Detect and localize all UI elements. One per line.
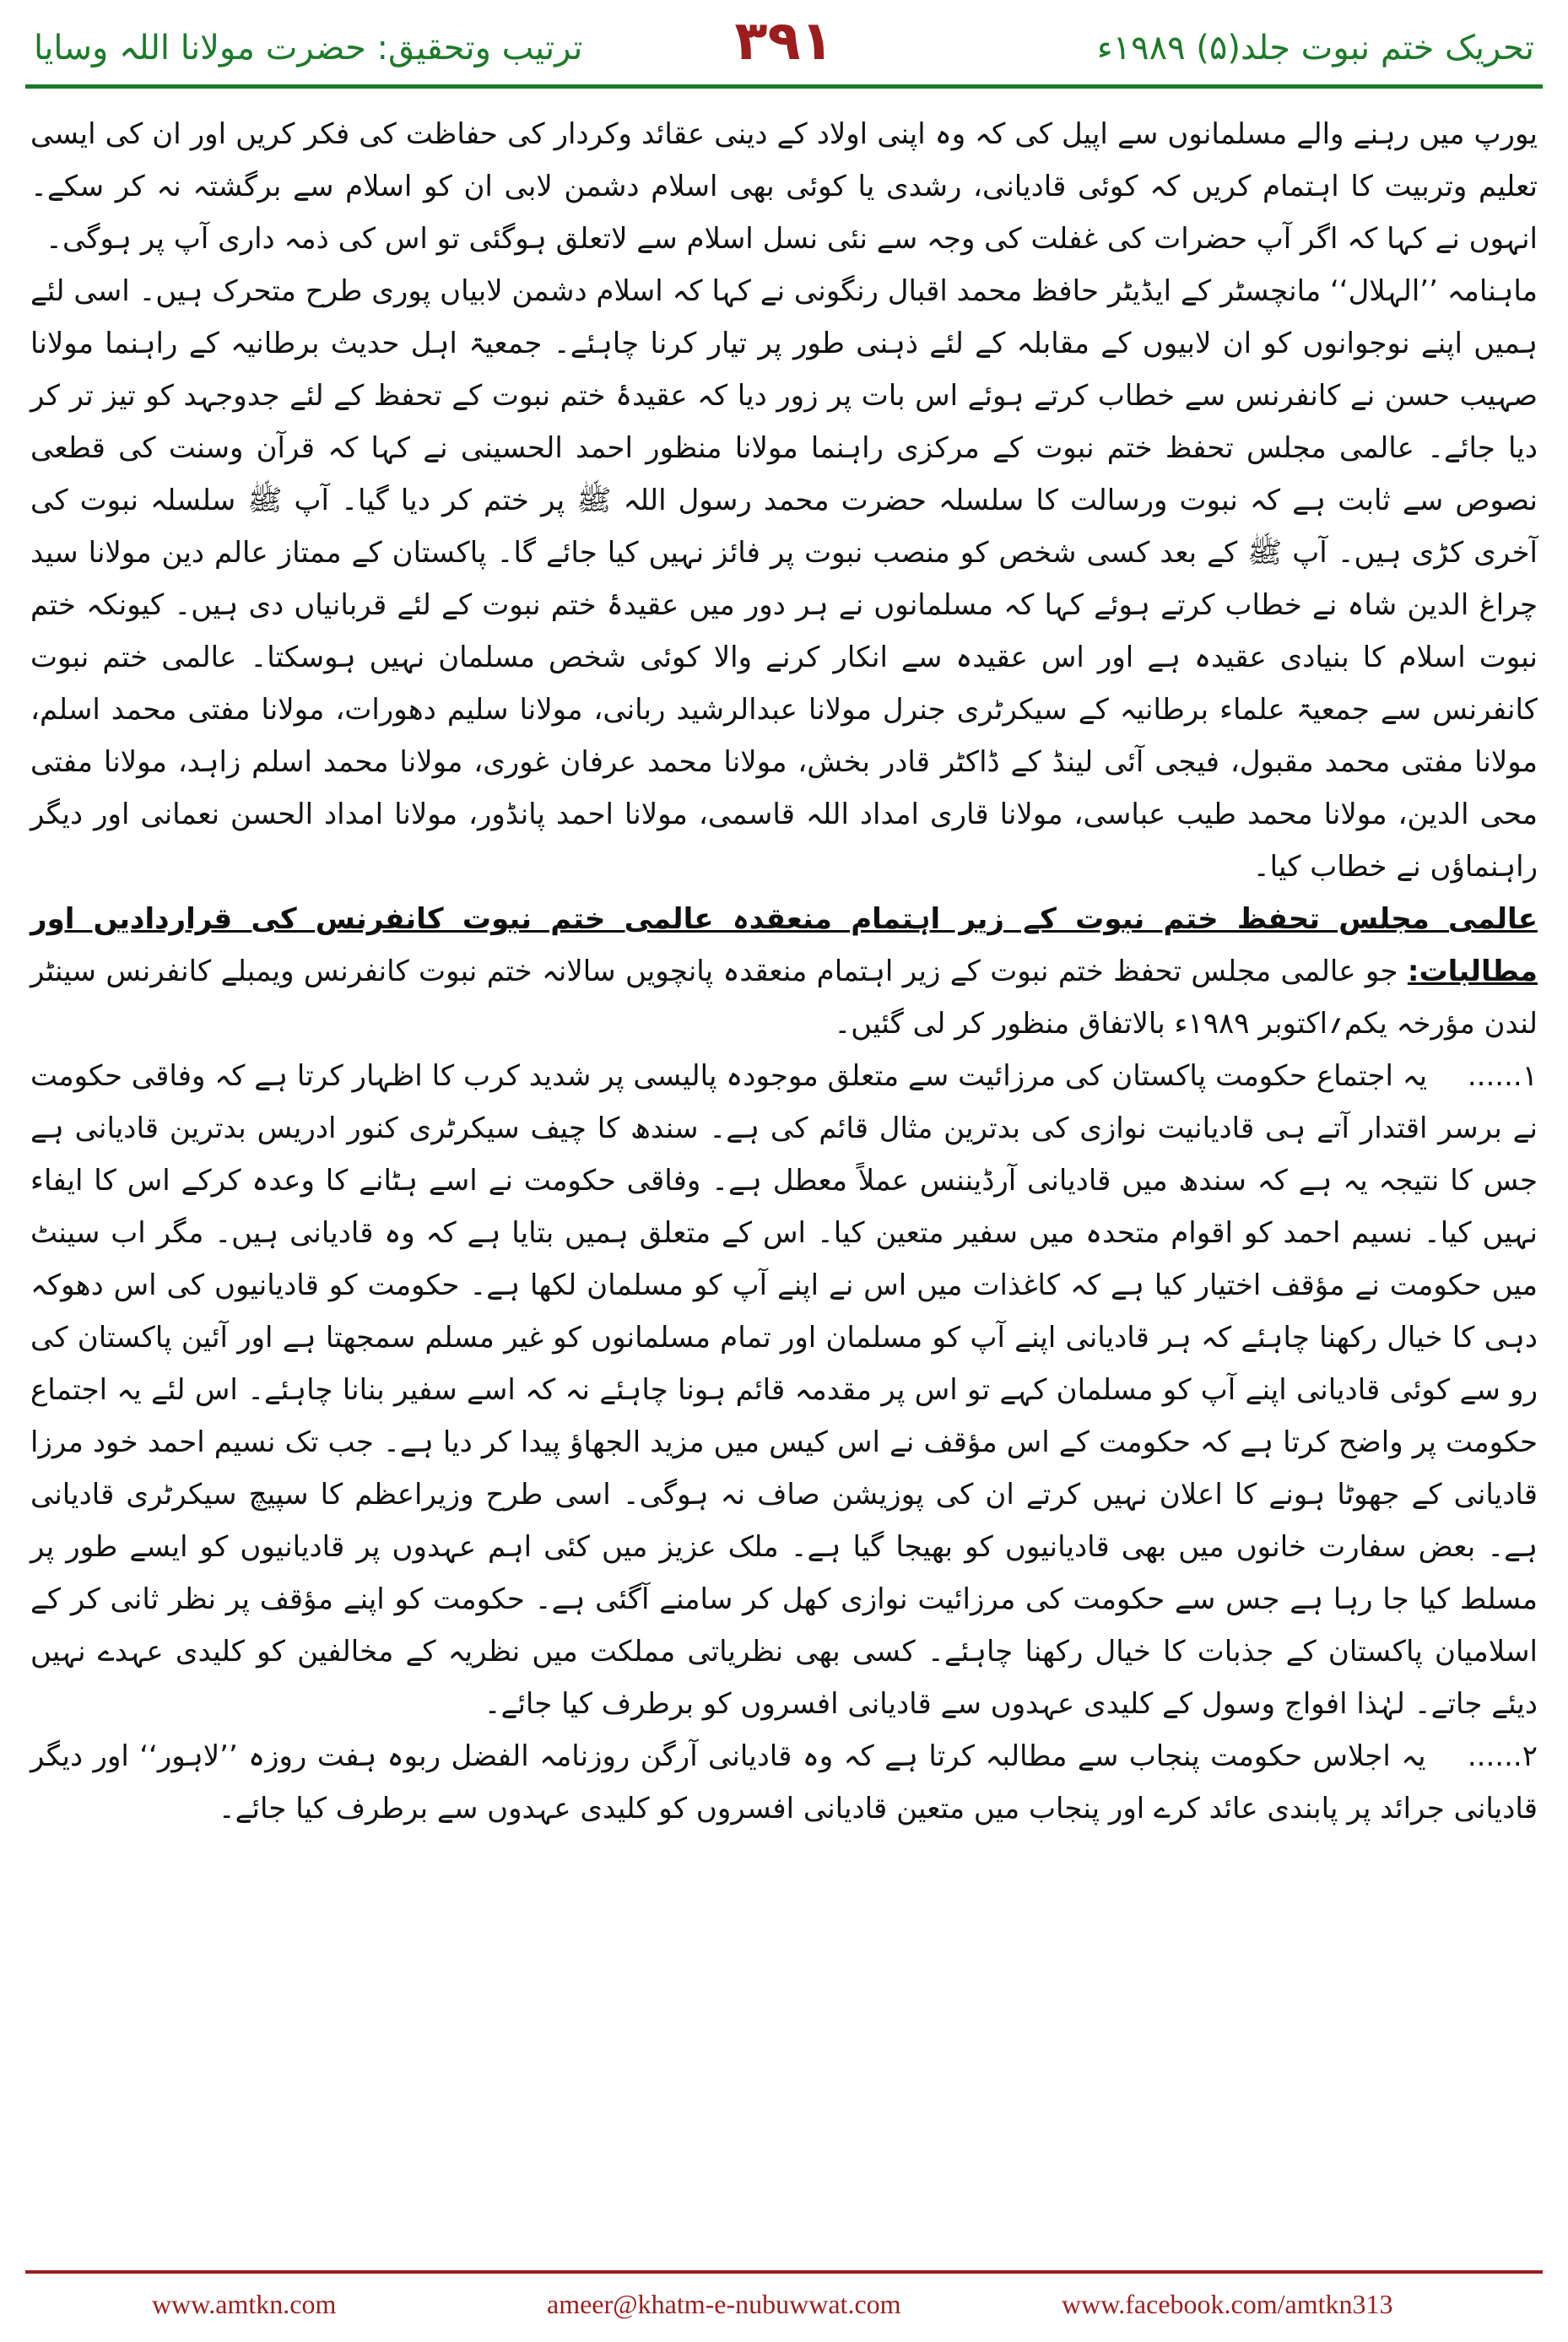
email-link[interactable]: ameer@khatm-e-nubuwwat.com — [547, 2289, 901, 2319]
facebook-link[interactable]: www.facebook.com/amtkn313 — [1062, 2289, 1393, 2319]
resolution-item — [30, 1730, 1538, 1835]
compiler-credit: ترتیب وتحقیق: حضرت مولانا اللہ وسایا — [34, 29, 583, 68]
book-title: تحریک ختم نبوت جلد(۵) ۱۹۸۹ء — [1096, 29, 1534, 68]
footer-divider — [25, 2270, 1543, 2274]
resolution-number: ۱...... — [1467, 1059, 1538, 1093]
resolution-text: یہ اجتماع حکومت پاکستان کی مرزائیت سے متعلق موجودہ پالیسی پر شدید کرب کا اظہار کرتا ہے کہ وفاقی حکومت نے برسر اقتدار آتے ہی قادیانیت نوازی کی بدترین مثال قائم کی ہے۔ سندھ کا چیف سیکرٹری کنور ادریس بدترین قادیانی ہے جس کا نتیجہ یہ ہے کہ سندھ میں قادیانی آرڈیننس عملاً معطل ہے۔ وفاقی حکومت نے اسے ہٹانے کا وعدہ کرکے اس کا ایفاء نہیں کیا۔ نسیم احمد کو اقوام متحدہ میں سفیر متعین کیا۔ اس کے متعلق ہمیں بتایا ہے کہ وہ قادیانی ہیں۔ مگر اب سینٹ میں حکومت نے مؤقف اختیار کیا ہے کہ کاغذات میں اس نے اپنے آپ کو مسلمان لکھا ہے۔ حکومت کو قادیانیوں کی اس دھوکہ دہی کا خیال رکھنا چاہئے کہ ہر قادیانی اپنے آپ کو مسلمان اور تمام مسلمانوں کو غیر مسلم سمجھتا ہے اور آئین پاکستان کی رو سے کوئی قادیانی اپنے آپ کو مسلمان کہے تو اس پر مقدمہ قائم ہونا چاہئے نہ کہ اسے سفیر بنانا چاہئے۔ اس لئے یہ اجتماع حکومت پر واضح کرتا ہے کہ حکومت کے اس مؤقف نے اس کیس میں مزید الجھاؤ پیدا کر دیا ہے۔ جب تک نسیم احمد خود مرزا قادیانی کے جھوٹا ہونے کا اعلان نہیں کرتے ان کی پوزیشن صاف نہ ہوگی۔ اسی طرح وزیراعظم کا سپیچ سیکرٹری قادیانی ہے۔ بعض سفارت خانوں میں بھی قادیانیوں کو بھیجا گیا ہے۔ ملک عزیز میں کئی اہم عہدوں پر قادیانیوں کو ایسے طور پر مسلط کیا جا رہا ہے جس سے حکومت کی مرزائیت نوازی کھل کر سامنے آگئی ہے۔ حکومت کو اپنے مؤقف پر نظر ثانی کر کے اسلامیان پاکستان کے جذبات کا خیال رکھنا چاہئے۔ کسی بھی نظریاتی مملکت میں نظریہ کے مخالفین کو کلیدی عہدے نہیں دیئے جاتے۔ لہٰذا افواج وسول کے کلیدی عہدوں سے قادیانی افسروں کو برطرف کیا جائے۔ — [30, 1059, 1538, 1721]
page-footer — [0, 2270, 1568, 2342]
resolutions-section — [30, 893, 1538, 1050]
resolution-item — [30, 1050, 1538, 1730]
header-divider — [25, 84, 1543, 89]
resolution-text: یہ اجلاس حکومت پنجاب سے مطالبہ کرتا ہے کہ وہ قادیانی آرگن روزنامہ الفضل ربوہ ہفت روزہ ’’لاہور‘‘ اور دیگر قادیانی جرائد پر پابندی عائد کرے اور پنجاب میں متعین قادیانی افسروں کو کلیدی عہدوں سے برطرف کیا جائے۔ — [30, 1739, 1538, 1825]
page-number: ۳۹۱ — [734, 10, 834, 73]
paragraph-speakers: ماہنامہ ’’الہلال‘‘ مانچسٹر کے ایڈیٹر حافظ محمد اقبال رنگونی نے کہا کہ اسلام دشمن لابیاں پوری طرح متحرک ہیں۔ اسی لئے ہمیں اپنے نوجوانوں کو ان لابیوں کے مقابلہ کے لئے ذہنی طور پر تیار کرنا چاہئے۔ جمعیۃ اہل حدیث برطانیہ کے راہنما مولانا صہیب حسن نے کانفرنس سے خطاب کرتے ہوئے اس بات پر زور دیا کہ عقیدۂ ختم نبوت کے تحفظ کے لئے جدوجہد کو تیز تر کر دیا جائے۔ عالمی مجلس تحفظ ختم نبوت کے مرکزی راہنما مولانا منظور احمد الحسینی نے کہا کہ قرآن وسنت کی قطعی نصوص سے ثابت ہے کہ نبوت ورسالت کا سلسلہ حضرت محمد رسول اللہ ﷺ پر ختم کر دیا گیا۔ آپ ﷺ سلسلہ نبوت کی آخری کڑی ہیں۔ آپ ﷺ کے بعد کسی شخص کو منصب نبوت پر فائز نہیں کیا جائے گا۔ پاکستان کے ممتاز عالم دین مولانا سید چراغ الدین شاہ نے خطاب کرتے ہوئے کہا کہ مسلمانوں نے ہر دور میں عقیدۂ ختم نبوت کے لئے قربانیاں دی ہیں۔ کیونکہ ختم نبوت اسلام کا بنیادی عقیدہ ہے اور اس عقیدہ سے انکار کرنے والا کوئی شخص مسلمان نہیں ہوسکتا۔ عالمی ختم نبوت کانفرنس سے جمعیۃ علماء برطانیہ کے سیکرٹری جنرل مولانا عبدالرشید ربانی، مولانا سلیم دھورات، مولانا مفتی محمد اسلم، مولانا مفتی محمد مقبول، فیجی آئی لینڈ کے ڈاکٹر قادر بخش، مولانا محمد عرفان غوری، مولانا محمد اسلم زاہد، مولانا مفتی محی الدین، مولانا محمد طیب عباسی، مولانا قاری امداد اللہ قاسمی، مولانا احمد پانڈور، مولانا امداد الحسن نعمانی اور دیگر راہنماؤں نے خطاب کیا۔ — [30, 274, 1538, 884]
page-body — [30, 108, 1538, 2235]
paragraph-europe-appeal: یورپ میں رہنے والے مسلمانوں سے اپیل کی کہ وہ اپنی اولاد کے دینی عقائد وکردار کی حفاظت کی فکر کریں اور ان کی ایسی تعلیم وتربیت کا اہتمام کریں کہ کوئی قادیانی، رشدی یا کوئی بھی اسلام دشمن لابی ان کو اسلام سے برگشتہ نہ کر سکے۔ انہوں نے کہا کہ اگر آپ حضرات کی غفلت کی وجہ سے نئی نسل اسلام سے لاتعلق ہوگئی تو اس کی ذمہ داری آپ پر ہوگی۔ — [30, 117, 1538, 256]
website-link[interactable]: www.amtkn.com — [152, 2289, 337, 2319]
resolutions-heading: عالمی مجلس تحفظ ختم نبوت کے زیر اہتمام منعقدہ عالمی ختم نبوت کانفرنس کی قراردادیں اور مطالبات: — [30, 902, 1538, 988]
resolutions-intro: جو عالمی مجلس تحفظ ختم نبوت کے زیر اہتمام منعقدہ پانچویں سالانہ ختم نبوت کانفرنس ویمبلے کانفرنس سینٹر لندن مؤرخہ یکم؍اکتوبر ۱۹۸۹ء بالاتفاق منظور کر لی گئیں۔ — [30, 955, 1538, 1041]
resolution-number: ۲...... — [1467, 1739, 1538, 1773]
page-header — [0, 0, 1568, 93]
